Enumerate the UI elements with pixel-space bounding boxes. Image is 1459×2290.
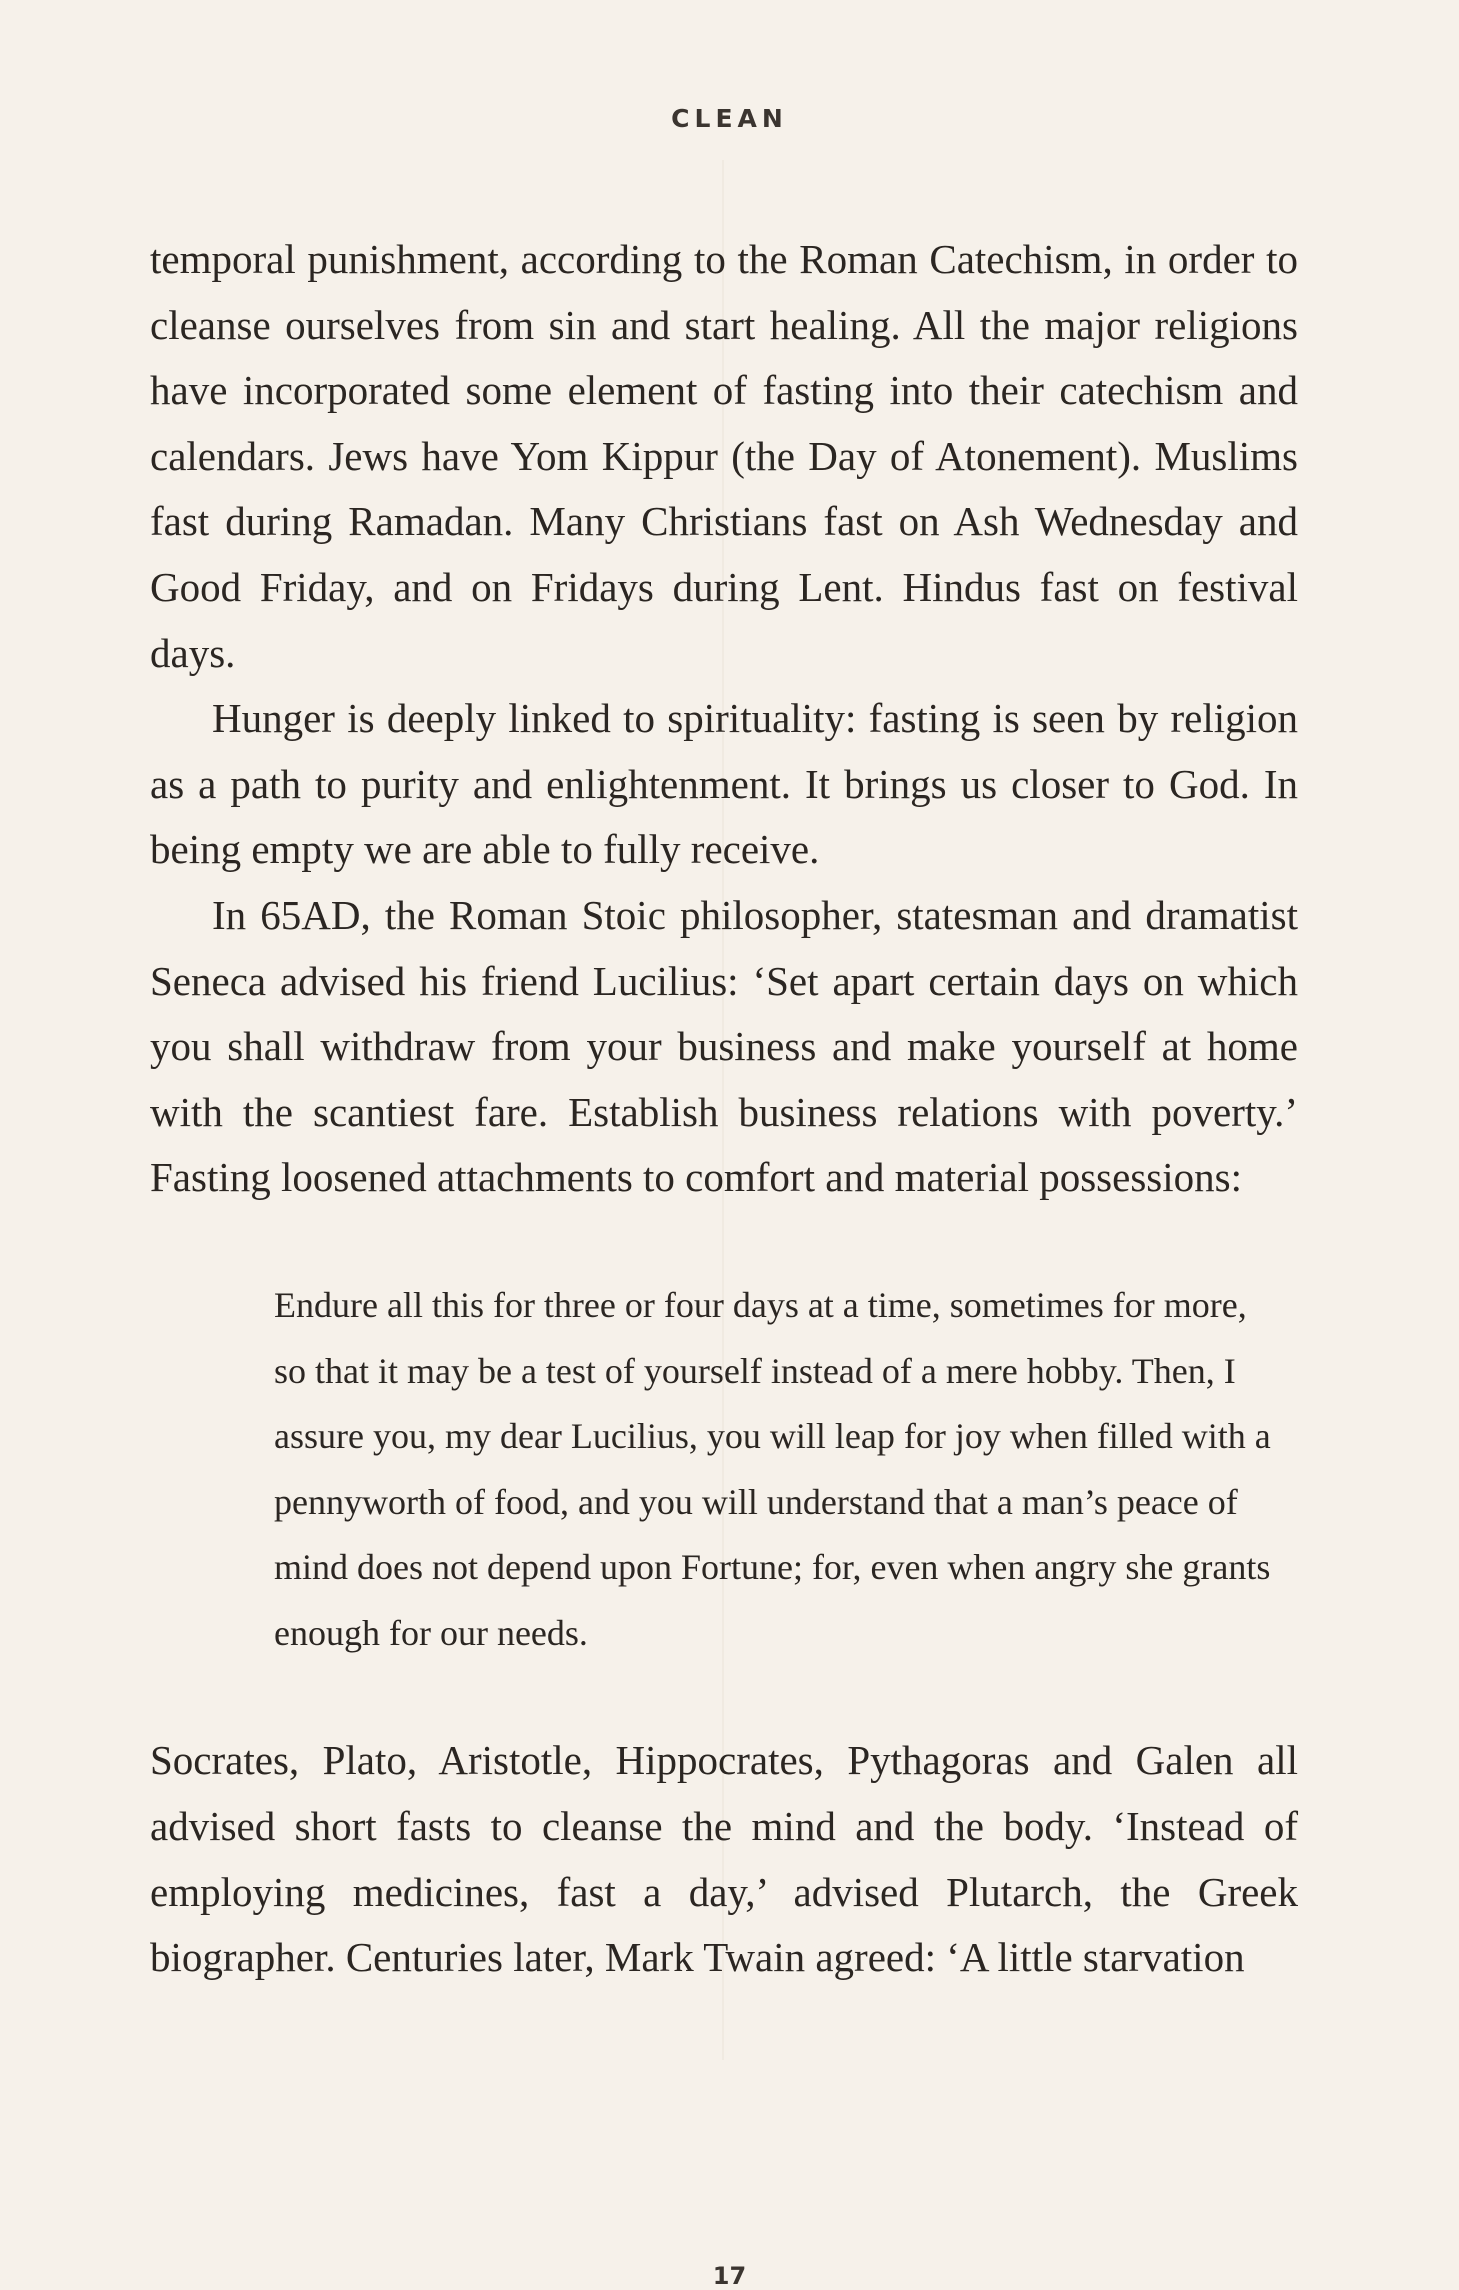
seneca-quote: Endure all this for three or four days at a time, sometimes for more, so that it may be a test of yourself instead of a mere hobby. Then, I assure you, my dear Lucilius, you will leap for joy when filled with a pennyworth of food, and you will understand that a man’s peace of mind does not depend upon Fortune; for, even when angry she grants enough for our needs. (274, 1284, 1271, 1653)
body-text (150, 227, 1298, 1991)
page-number: 17 (712, 2262, 747, 2290)
paragraph-4: Socrates, Plato, Aristotle, Hippocrates, Pythagoras and Galen all advised short fasts to cleanse the mind and the body. ‘Instead of employing medicines, fast a day,’ advised Plutarch, the Greek biographer. Centuries later, Mark Twain agreed: ‘A little starvation (150, 1737, 1298, 1981)
paragraph-3: In 65AD, the Roman Stoic philosopher, statesman and dramatist Seneca advised his friend Lucilius: ‘Set apart certain days on which you shall withdraw from your business and make yourself at home with the scantiest fare. Establish business relations with poverty.’ Fasting loosened attachments to comfort and material possessions: (150, 891, 1298, 1201)
paragraph-2: Hunger is deeply linked to spirituality: fasting is seen by religion as a path to purity and enlightenment. It brings us closer to God. In being empty we are able to fully receive. (150, 695, 1298, 873)
running-head: CLEAN (671, 104, 788, 133)
paragraph-1: temporal punishment, according to the Roman Catechism, in order to cleanse ourselves from sin and start healing. All the major religions have incorporated some element of fasting into their catechism and calendars. Jews have Yom Kippur (the Day of Atonement). Muslims fast during Ramadan. Many Christians fast on Ash Wednesday and Good Friday, and on Fridays during Lent. Hindus fast on festival days. (150, 236, 1298, 676)
